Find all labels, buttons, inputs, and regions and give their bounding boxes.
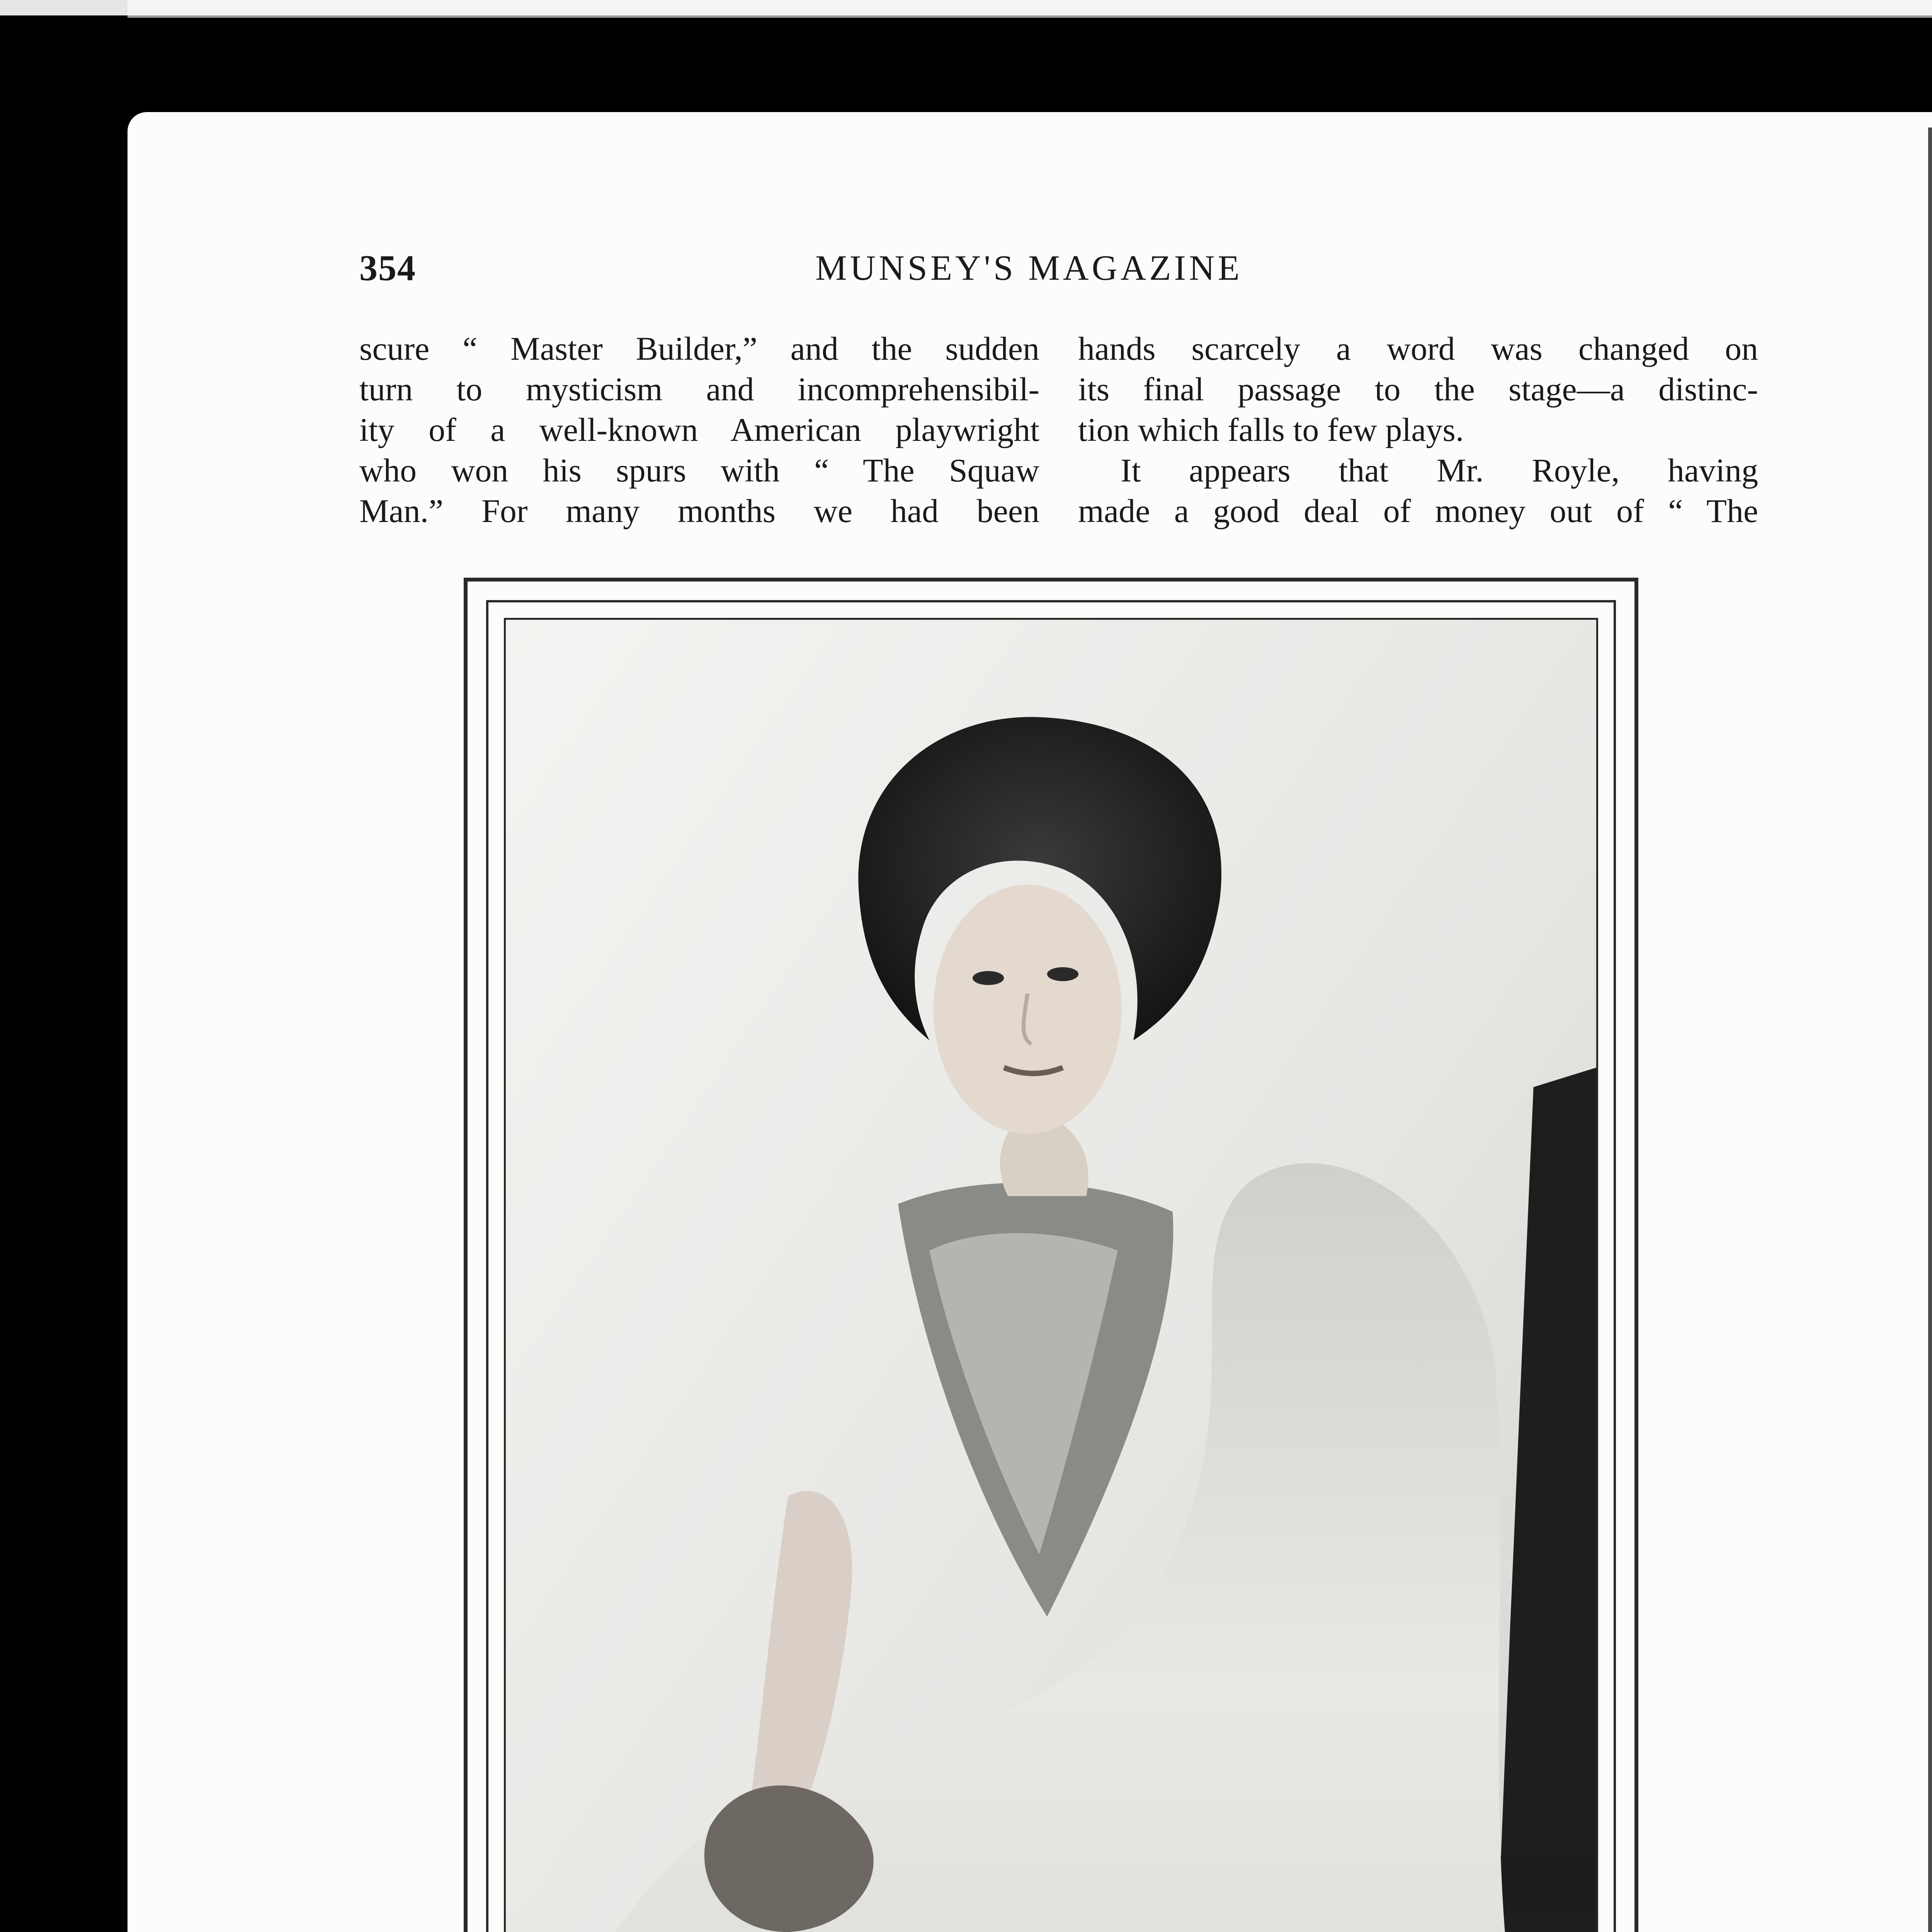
- text-line: It appears that Mr. Royle, having: [1121, 452, 1758, 489]
- column-top-right: [1078, 328, 1758, 531]
- photo-plate-frame: [464, 578, 1638, 1932]
- text-line: its final passage to the stage—a distinc-: [1078, 371, 1758, 408]
- photo-frame-rule: [486, 600, 1616, 1932]
- page-header: [359, 247, 1758, 290]
- text-line: made a good deal of money out of “ The: [1078, 492, 1758, 529]
- page-number: 354: [359, 248, 416, 288]
- text-line: hands scarcely a word was changed on: [1078, 330, 1758, 367]
- page-binding-edge: [1928, 128, 1932, 1932]
- text-line: turn to mysticism and incomprehensibil-: [359, 371, 1039, 408]
- column-top-left: [359, 328, 1039, 531]
- text-line: who won his spurs with “ The Squaw: [359, 452, 1039, 489]
- text-line: tion which falls to few plays.: [1078, 411, 1464, 448]
- text-line: scure “ Master Builder,” and the sudden: [359, 330, 1039, 367]
- running-head: MUNSEY'S MAGAZINE: [815, 248, 1243, 287]
- photo-frame-inner-rule: [504, 618, 1598, 1932]
- text-line: ity of a well-known American playwright: [359, 411, 1039, 448]
- previous-page-border: [128, 0, 1932, 18]
- text-line: Man.” For many months we had been: [359, 492, 1039, 529]
- portrait-photograph: [506, 620, 1596, 1932]
